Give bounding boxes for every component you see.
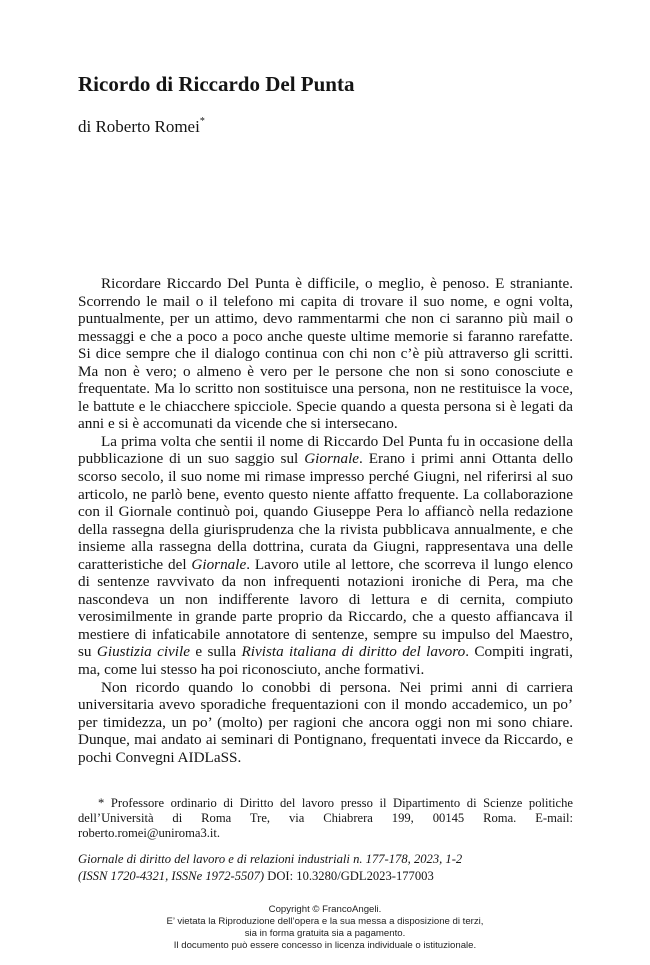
journal-name-italic: Giornale <box>191 555 247 573</box>
journal-name-italic: Giustizia civile <box>96 643 190 661</box>
paragraph-3: Non ricordo quando lo conobbi di persona. Nei primi anni di carriera universitaria avevo sporadiche frequentazioni con il mondo accademico, un po’ per timidezza, un po’ (molto) per ragioni che ancora oggi non mi sono chiare. Dunque, mai andato ai seminari di Pontignano, frequentati invece da Riccardo, e pochi Convegni AIDLaSS. <box>78 678 573 766</box>
journal-title: Giornale di diritto del lavoro e di relazioni industriali n. 177-178, 2023, 1-2 <box>78 852 463 866</box>
paragraph-2 <box>78 433 573 679</box>
paragraph-2-text: . Lavoro utile al lettore, che scorreva il lungo elenco di sentenze ravvivato da non infrequenti notazioni ironiche di Pera, ma che nascondeva un non indifferente lavoro di lettura e di cernita, compiuto verosimilmente in grande parte proprio da Riccardo, che a questo affiancava il mestiere di infaticabile annotatore di sentenze, sempre su impulso del Maestro, su <box>78 555 574 661</box>
copyright-line-1: Copyright © FrancoAngeli. <box>268 904 382 915</box>
article-title: Ricordo di Riccardo Del Punta <box>78 72 355 96</box>
copyright-line-3: sia in forma gratuita sia a pagamento. <box>244 928 406 939</box>
footnote-text: * Professore ordinario di Diritto del lavoro presso il Dipartimento di Scienze politiche dell’Università di Roma Tre, via Chiabrera 199, 00145 Roma. E-mail: roberto.romei@uniroma3.it. <box>78 796 573 840</box>
copyright-line-4: Il documento può essere concesso in licenza individuale o istituzionale. <box>173 940 477 951</box>
journal-doi: DOI: 10.3280/GDL2023-177003 <box>264 869 434 883</box>
paragraph-2-text: e sulla <box>189 643 242 661</box>
article-body <box>78 275 573 766</box>
journal-citation-line-2 <box>78 868 578 885</box>
author-footnote-mark: * <box>199 116 205 127</box>
paragraph-2-text: . Compiti ingrati, ma, come lui stesso ha poi riconosciuto, anche formativi. <box>78 643 573 679</box>
author-name: di Roberto Romei <box>78 117 200 136</box>
journal-issn: (ISSN 1720-4321, ISSNe 1972-5507) <box>78 869 265 883</box>
article-author <box>78 117 205 137</box>
journal-citation-line-1 <box>78 851 578 868</box>
journal-name-italic: Rivista italiana di diritto del lavoro <box>241 643 466 661</box>
copyright-notice <box>0 904 650 952</box>
paragraph-2-text: La prima volta che sentii il nome di Riccardo Del Punta fu in occasione della pubblicazione di un suo saggio sul <box>78 432 573 468</box>
paragraph-2-text: . Erano i primi anni Ottanta dello scorso secolo, il suo nome mi rimase impresso perché Giugni, nel riferirsi al suo articolo, ne parlò bene, evento questo niente affatto frequente. La collaborazione con il Giornale continuò poi, quando Giuseppe Pera lo affiancò nella redazione della rassegna della giurisprudenza che la rivista pubblicava annualmente, e che insieme alla rassegna della dottrina, curata da Giugni, rappresentava una delle caratteristiche del <box>78 450 573 573</box>
copyright-line-2: E’ vietata la Riproduzione dell’opera e la sua messa a disposizione di terzi, <box>166 916 484 927</box>
author-footnote <box>78 796 573 841</box>
paragraph-1: Ricordare Riccardo Del Punta è difficile, o meglio, è penoso. E straniante. Scorrendo le mail o il telefono mi capita di trovare il suo nome, e ogni volta, puntualmente, per un attimo, devo rammentarmi che non ci saranno più mail o messaggi e che a poco a poco anche queste ultime memorie si faranno rarefatte. Si dice sempre che il dialogo continua con chi non c’è più attraverso gli scritti. Ma non è vero; o almeno è vero per le persone che non si sono conosciute e frequentate. Ma lo scritto non sostituisce una persona, non ne restituisce la voce, le battute e le chiacchere spicciole. Specie quando a questa persona si è legati da anni e si è accomunati da vicende che si intersecano. <box>78 275 573 433</box>
journal-name-italic: Giornale <box>304 450 360 468</box>
journal-citation <box>78 851 578 885</box>
